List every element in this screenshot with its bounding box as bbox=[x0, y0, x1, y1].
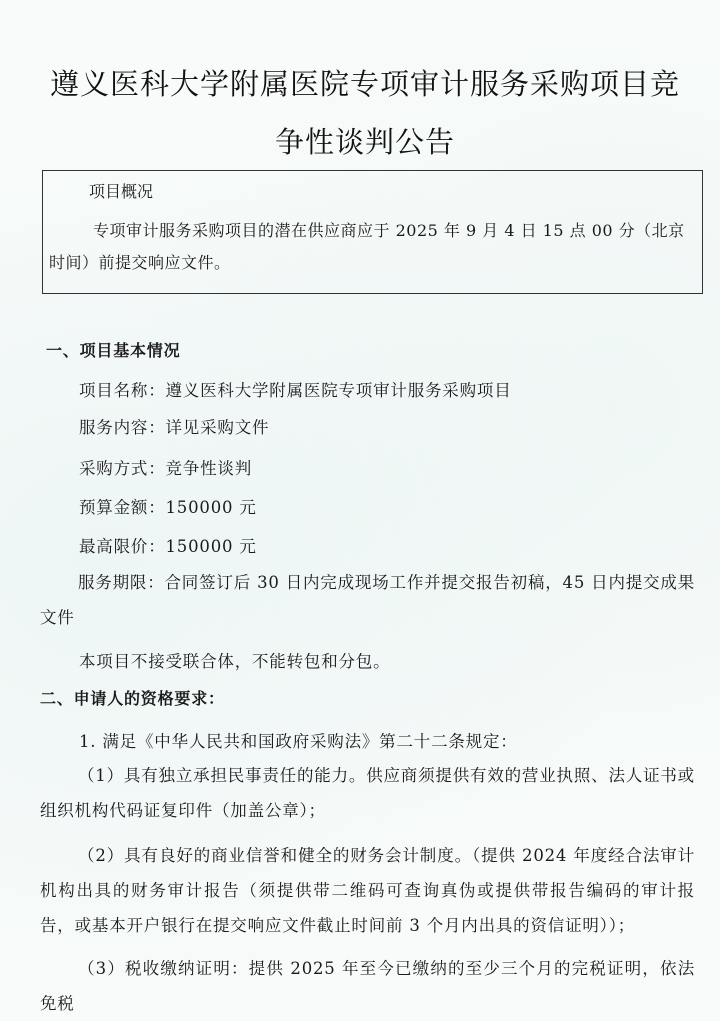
budget-amount: 预算金额：150000 元 bbox=[79, 498, 257, 517]
document-title-line-1: 遵义医科大学附属医院专项审计服务采购项目竞 bbox=[49, 67, 680, 101]
overview-text: 专项审计服务采购项目的潜在供应商应于 2025 年 9 月 4 日 15 点 00 分（北京时间）前提交响应文件。 bbox=[49, 221, 685, 272]
qualification-sub-1: （1）具有独立承担民事责任的能力。供应商须提供有效的营业执照、法人证书或组织机构代码证复印件（加盖公章）； bbox=[40, 766, 695, 820]
overview-heading: 项目概况 bbox=[89, 182, 154, 201]
qualification-item-1: 1. 满足《中华人民共和国政府采购法》第二十二条规定： bbox=[79, 732, 518, 751]
project-name: 项目名称：遵义医科大学附属医院专项审计服务采购项目 bbox=[79, 381, 512, 400]
document-title-line-2: 争性谈判公告 bbox=[274, 125, 455, 159]
qualification-sub-3: （3）税收缴纳证明：提供 2025 年至今已缴纳的至少三个月的完税证明，依法免税 bbox=[40, 959, 695, 1013]
consortium-note: 本项目不接受联合体，不能转包和分包。 bbox=[79, 652, 391, 671]
project-overview-box bbox=[42, 170, 703, 294]
max-price: 最高限价：150000 元 bbox=[79, 537, 257, 556]
section-2-heading: 二、申请人的资格要求： bbox=[40, 689, 225, 708]
section-1-heading: 一、项目基本情况 bbox=[46, 341, 181, 360]
qualification-sub-2: （2）具有良好的商业信誉和健全的财务会计制度。（提供 2024 年度经合法审计机构出具的财务审计报告（须提供带二维码可查询真伪或提供带报告编码的审计报告，或基本开户银行在提交响应文件截止时间前 3 个月内出具的资信证明））； bbox=[40, 846, 695, 935]
service-period: 服务期限：合同签订后 30 日内完成现场工作并提交报告初稿，45 日内提交成果文件 bbox=[40, 573, 695, 627]
procurement-method: 采购方式：竞争性谈判 bbox=[79, 459, 252, 478]
service-content: 服务内容：详见采购文件 bbox=[79, 418, 270, 437]
